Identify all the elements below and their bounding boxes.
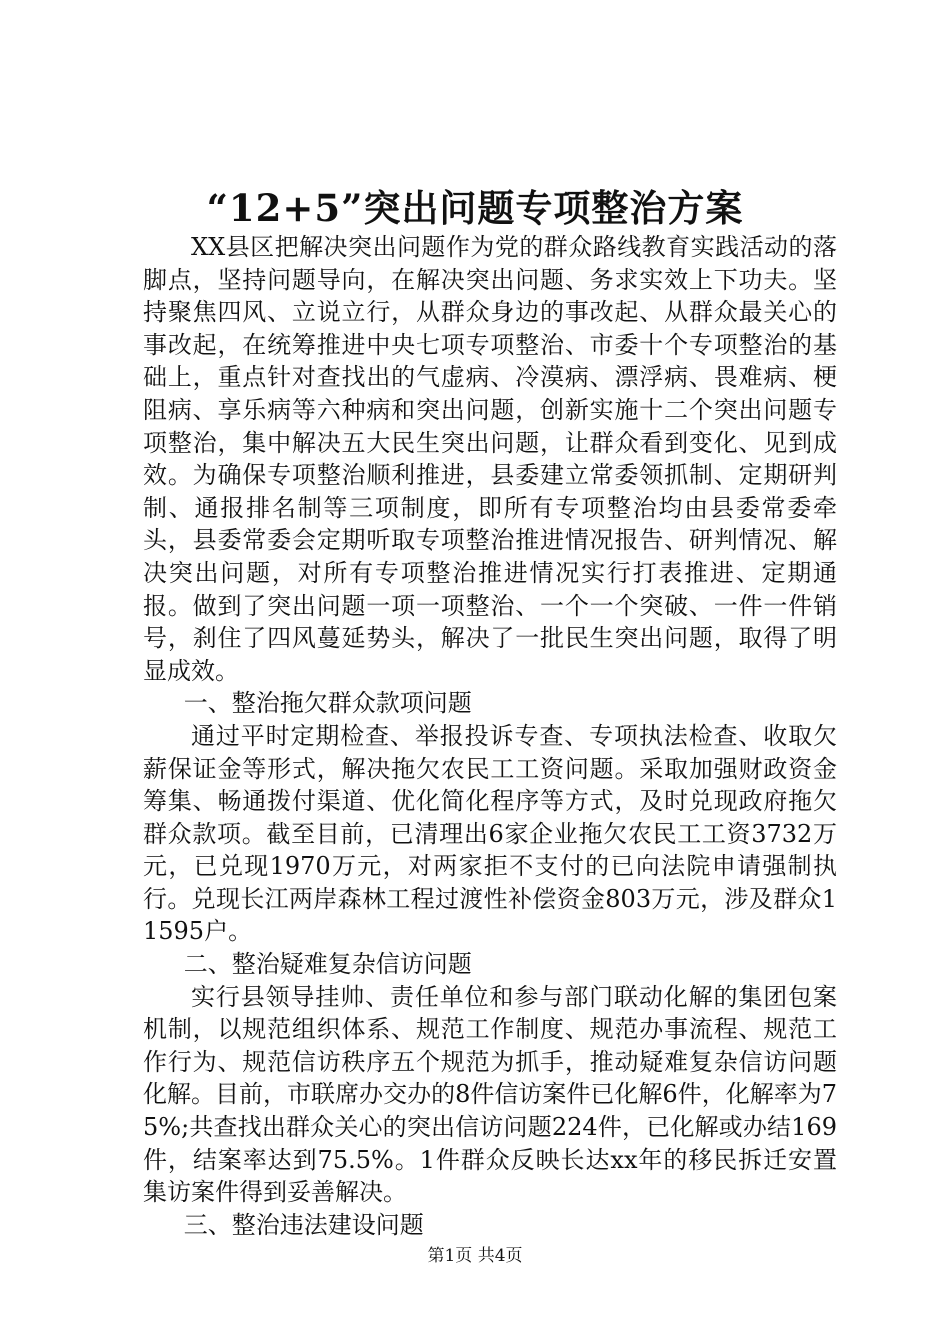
document-title: “12+5”突出问题专项整治方案 (206, 186, 744, 230)
intro-paragraph: XX县区把解决突出问题作为党的群众路线教育实践活动的落脚点，坚持问题导向，在解决突出问题、务求实效上下功夫。坚持聚焦四风、立说立行，从群众身边的事改起、从群众最关心的事改起，在统筹推进中央七项专项整治、市委十个专项整治的基础上，重点针对查找出的气虚病、冷漠病、漂浮病、畏难病、梗阻病、享乐病等六种病和突出问题，创新实施十二个突出问题专项整治，集中解决五大民生突出问题，让群众看到变化、见到成效。为确保专项整治顺利推进，县委建立常委领抓制、定期研判制、通报排名制等三项制度，即所有专项整治均由县委常委牵头，县委常委会定期听取专项整治推进情况报告、研判情况、解决突出问题，对所有专项整治推进情况实行打表推进、定期通报。做到了突出问题一项一项整治、一个一个突破、一件一件销号，刹住了四风蔓延势头，解决了一批民生突出问题，取得了明显成效。 (143, 233, 837, 685)
section-heading-3: 三、整治违法建设问题 (183, 1210, 424, 1239)
section-paragraph-2: 实行县领导挂帅、责任单位和参与部门联动化解的集团包案机制，以规范组织体系、规范工作制度、规范办事流程、规范工作行为、规范信访秩序五个规范为抓手，推动疑难复杂信访问题化解。目前，市联席办交办的8件信访案件已化解6件，化解率为75%;共查找出群众关心的突出信访问题224件，已化解或办结169件，结案率达到75.5%。1件群众反映长达xx年的移民拆迁安置集访案件得到妥善解决。 (143, 982, 837, 1207)
section-heading-2: 二、整治疑难复杂信访问题 (183, 950, 472, 979)
page-footer: 第1页 共4页 (427, 1246, 523, 1266)
section-heading-1: 一、整治拖欠群众款项问题 (183, 689, 472, 718)
section-paragraph-1: 通过平时定期检查、举报投诉专查、专项执法检查、收取欠薪保证金等形式，解决拖欠农民工工资问题。采取加强财政资金筹集、畅通拨付渠道、优化简化程序等方式，及时兑现政府拖欠群众款项。截至目前，已清理出6家企业拖欠农民工工资3732万元，已兑现1970万元，对两家拒不支付的已向法院申请强制执行。兑现长江两岸森林工程过渡性补偿资金803万元，涉及群众11595户。 (143, 721, 837, 946)
document-body (143, 231, 837, 1241)
